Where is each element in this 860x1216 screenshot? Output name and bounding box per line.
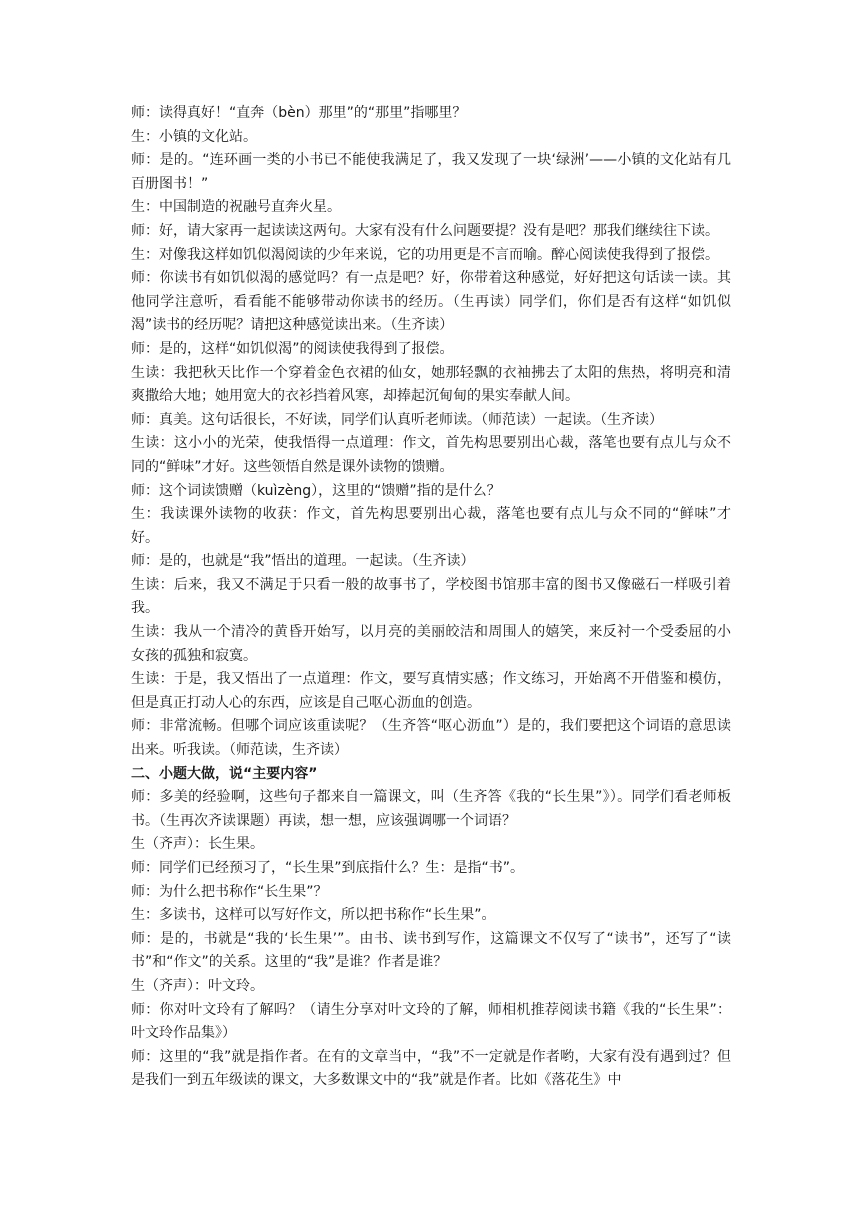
paragraph: 师：非常流畅。但哪个词应该重读呢？（生齐答“呕心沥血”）是的，我们要把这个词语的意思读出来。听我读。（师范读，生齐读） [131,718,731,759]
paragraph: 师：同学们已经预习了，“长生果”到底指什么？生：是指“书”。 [131,860,525,876]
paragraph: 生：小镇的文化站。 [131,128,257,145]
paragraph: 生：多读书，这样可以写好作文，所以把书称作“长生果”。 [131,907,496,924]
paragraph: 生（齐声）：叶文玲。 [131,977,264,994]
paragraph: 师：好，请大家再一起读读这两句。大家有没有什么问题要提？没有是吧？那我们继续往下读。 [131,222,719,239]
paragraph: 师：你读书有如饥似渴的感觉吗？有一点是吧？好，你带着这种感觉，好好把这句话读一读。其他同学注意听，看看能不能够带动你读书的经历。（生再读）同学们，你们是否有这样“如饥似渴”读书的经历呢？请把这种感觉读出来。（生齐读） [131,270,731,334]
paragraph: 师：你对叶文玲有了解吗？（请生分享对叶文玲的了解，师相机推荐阅读书籍《我的“长生果”：叶文玲作品集》） [131,1001,731,1042]
paragraph: 师：是的。“连环画一类的小书已不能使我满足了，我又发现了一块‘绿洲’——小镇的文化站有几百册图书！” [131,152,731,192]
paragraph: 师：真美。这句话很长，不好读，同学们认真听老师读。（师范读）一起读。（生齐读） [131,411,663,428]
paragraph: 生读：我从一个清冷的黄昏开始写，以月亮的美丽皎洁和周围人的嬉笑，来反衬一个受委屈的小女孩的孤独和寂寞。 [131,624,731,664]
paragraph: 生读：于是，我又悟出了一点道理：作文，要写真情实感；作文练习，开始离不开借鉴和模仿，但是真正打动人心的东西，应该是自己呕心沥血的创造。 [131,671,731,711]
paragraph: 生：我读课外读物的收获：作文，首先构思要别出心裁，落笔也要有点儿与众不同的“鲜味”才好。 [131,506,731,546]
paragraph: 生读：后来，我又不满足于只看一般的故事书了，学校图书馆那丰富的图书又像磁石一样吸引着我。 [131,576,731,617]
paragraph: 师：是的，也就是“我”悟出的道理。一起读。（生齐读） [131,553,475,570]
paragraph: 生（齐声）：长生果。 [131,836,264,853]
paragraph: 师：是的，这样“如饥似渴”的阅读使我得到了报偿。 [131,340,454,357]
document-body [131,102,731,1093]
section-heading: 二、小题大做，说“主要内容” [131,765,318,782]
paragraph: 生读：我把秋天比作一个穿着金色衣裙的仙女，她那轻飘的衣袖拂去了太阳的焦热，将明亮和清爽撒给大地；她用宽大的衣衫挡着风寒，却捧起沉甸甸的果实奉献人间。 [131,364,731,405]
paragraph: 师：为什么把书称作“长生果”？ [131,883,328,900]
paragraph: 师：读得真好！“直奔（bèn）那里”的“那里”指哪里？ [131,105,467,121]
paragraph: 生：中国制造的祝融号直奔火星。 [131,199,341,216]
paragraph: 师：这个词读馈赠（kuìzèng），这里的“馈赠”指的是什么？ [131,482,501,499]
paragraph: 师：是的，书就是“我的‘长生果’”。由书、读书到写作，这篇课文不仅写了“读书”，还写了“读书”和“作文”的关系。这里的“我”是谁？作者是谁？ [131,930,731,971]
paragraph: 师：这里的“我”就是指作者。在有的文章当中，“我”不一定就是作者哟，大家有没有遇到过？但是我们一到五年级读的课文，大多数课文中的“我”就是作者。比如《落花生》中 [131,1048,731,1089]
paragraph: 生：对像我这样如饥似渴阅读的少年来说，它的功用更是不言而喻。醉心阅读使我得到了报偿。 [131,246,719,263]
paragraph: 生读：这小小的光荣，使我悟得一点道理：作文，首先构思要别出心裁，落笔也要有点儿与众不同的“鲜味”才好。这些领悟自然是课外读物的馈赠。 [131,435,731,475]
paragraph: 师：多美的经验啊，这些句子都来自一篇课文，叫（生齐答《我的“长生果”》）。同学们看老师板书。（生再次齐读课题）再读，想一想，应该强调哪一个词语？ [131,789,731,829]
